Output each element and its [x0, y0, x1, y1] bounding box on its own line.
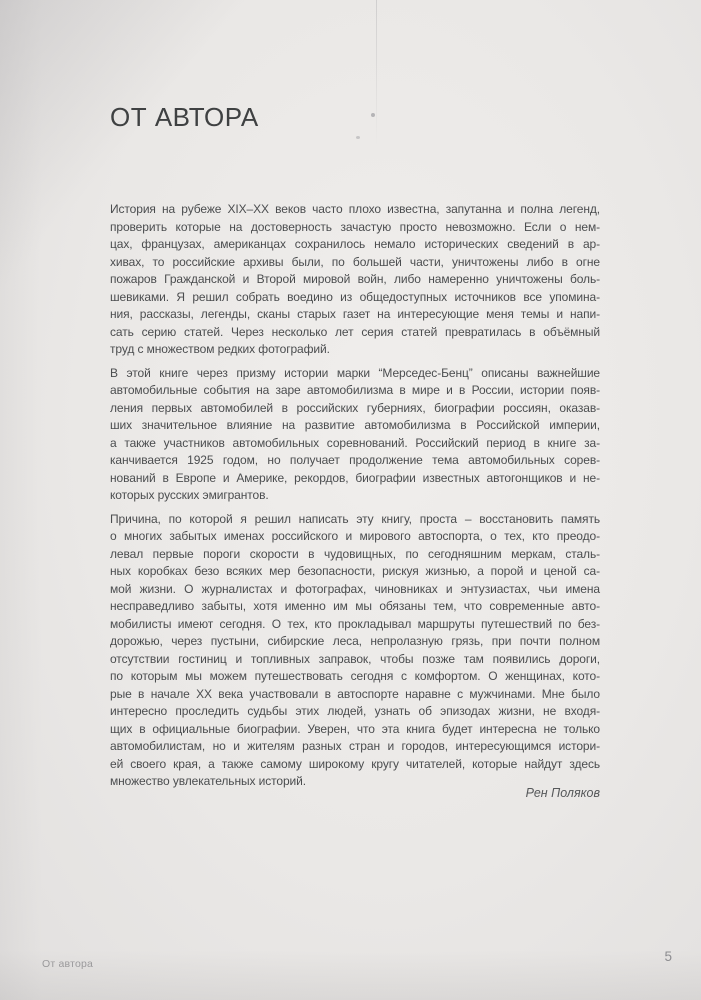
- scan-crease-artifact: [376, 0, 377, 148]
- text-line: канчивается 1925 годом, но получает продолжение тема автомобильных сорев-: [110, 453, 600, 467]
- text-line: мобилисты имеют сегодня. О тех, кто прокладывал маршруты путешествий по без-: [110, 616, 600, 631]
- text-line: дорожью, через пустыни, сибирские леса, непролазную грязь, при почти полном: [110, 634, 600, 648]
- page-number: 5: [664, 949, 672, 964]
- text-line: которых русских эмигрантов.: [110, 488, 269, 502]
- page-title: ОТ АВТОРА: [110, 102, 259, 132]
- text-line: ления первых автомобилей в российских губерниях, биографии россиян, оказав-: [110, 400, 600, 415]
- text-line: интересно проследить судьбы этих людей, узнать об эпизодах жизни, не входя-: [110, 704, 600, 718]
- text-line: несправедливо забыты, хотя именно им мы обязаны тем, что современные авто-: [110, 599, 600, 613]
- paragraph: [110, 201, 600, 359]
- text-line: множество увлекательных историй.: [110, 774, 306, 788]
- scan-speck-artifact: [356, 136, 360, 139]
- text-line: по которым мы можем путешествовать сегодня с комфортом. О женщинах, кото-: [110, 669, 600, 683]
- text-line: хивах, то российские архивы были, по большей части, уничтожены либо в огне: [110, 254, 600, 269]
- text-line: о многих забытых именах российского и мирового автоспорта, о тех, кто преодо-: [110, 529, 600, 543]
- text-line: ших значительное влияние на развитие автомобилизма в Российской империи,: [110, 418, 600, 432]
- text-line: отсутствии гостиниц и топливных заправок, чтобы позже там появились дороги,: [110, 651, 600, 666]
- paragraph: [110, 365, 600, 505]
- text-line: ей своего края, а также самому широкому кругу читателей, которые найдут здесь: [110, 756, 600, 771]
- text-line: В этой книге через призму истории марки “Мерседес-Бенц” описаны важнейшие: [110, 365, 600, 380]
- text-line: сать серию статей. Через несколько лет серия статей превратилась в объёмный: [110, 324, 600, 339]
- text-line: щих в официальные биографии. Уверен, что эта книга будет интересна не только: [110, 721, 600, 736]
- text-line: История на рубеже XIX–XX веков часто плохо известна, запутанна и полна легенд,: [110, 202, 600, 216]
- text-line: ных коробках безо всяких мер безопасности, рискуя жизнью, а порой и ценой са-: [110, 564, 600, 578]
- text-line: ния, рассказы, легенды, сканы старых газет на интересующие меня темы и напи-: [110, 307, 600, 321]
- text-line: рые в начале XX века участвовали в автоспорте наравне с мужчинами. Мне было: [110, 686, 600, 701]
- text-line: труд с множеством редких фотографий.: [110, 342, 330, 356]
- footer-section-label: От автора: [42, 958, 94, 970]
- text-line: шевиками. Я решил собрать воедино из общедоступных источников все упомина-: [110, 289, 600, 304]
- text-line: а также участников автомобильных соревнований. Российский период в книге за-: [110, 435, 600, 450]
- text-line: автомобилистам, но и жителям разных стран и городов, интересующимся истори-: [110, 739, 600, 753]
- text-line: автомобильные события на заре автомобилизма в мире и в России, истории появ-: [110, 383, 600, 397]
- text-line: пожаров Гражданской и Второй мировой войн, либо намеренно уничтожены боль-: [110, 272, 600, 286]
- text-line: проверить которые на достоверность зачастую просто невозможно. Если о нем-: [110, 219, 600, 234]
- scan-speck-artifact: [371, 113, 375, 117]
- text-line: цах, французах, американцах сохранилось немало исторических сведений в ар-: [110, 237, 600, 251]
- text-line: мой жизни. О журналистах и фотографах, чиновниках и энтузиастах, чьи имена: [110, 581, 600, 596]
- text-line: левал первые пороги скорости в чудовищных, по сегодняшним меркам, сталь-: [110, 546, 600, 561]
- body-text: [110, 201, 600, 797]
- paragraph: [110, 511, 600, 791]
- text-line: нований в Европе и Америке, рекордов, биографии известных автогонщиков и не-: [110, 470, 600, 485]
- text-line: Причина, по которой я решил написать эту книгу, проста – восстановить память: [110, 511, 600, 526]
- author-signature: Рен Поляков: [525, 786, 600, 800]
